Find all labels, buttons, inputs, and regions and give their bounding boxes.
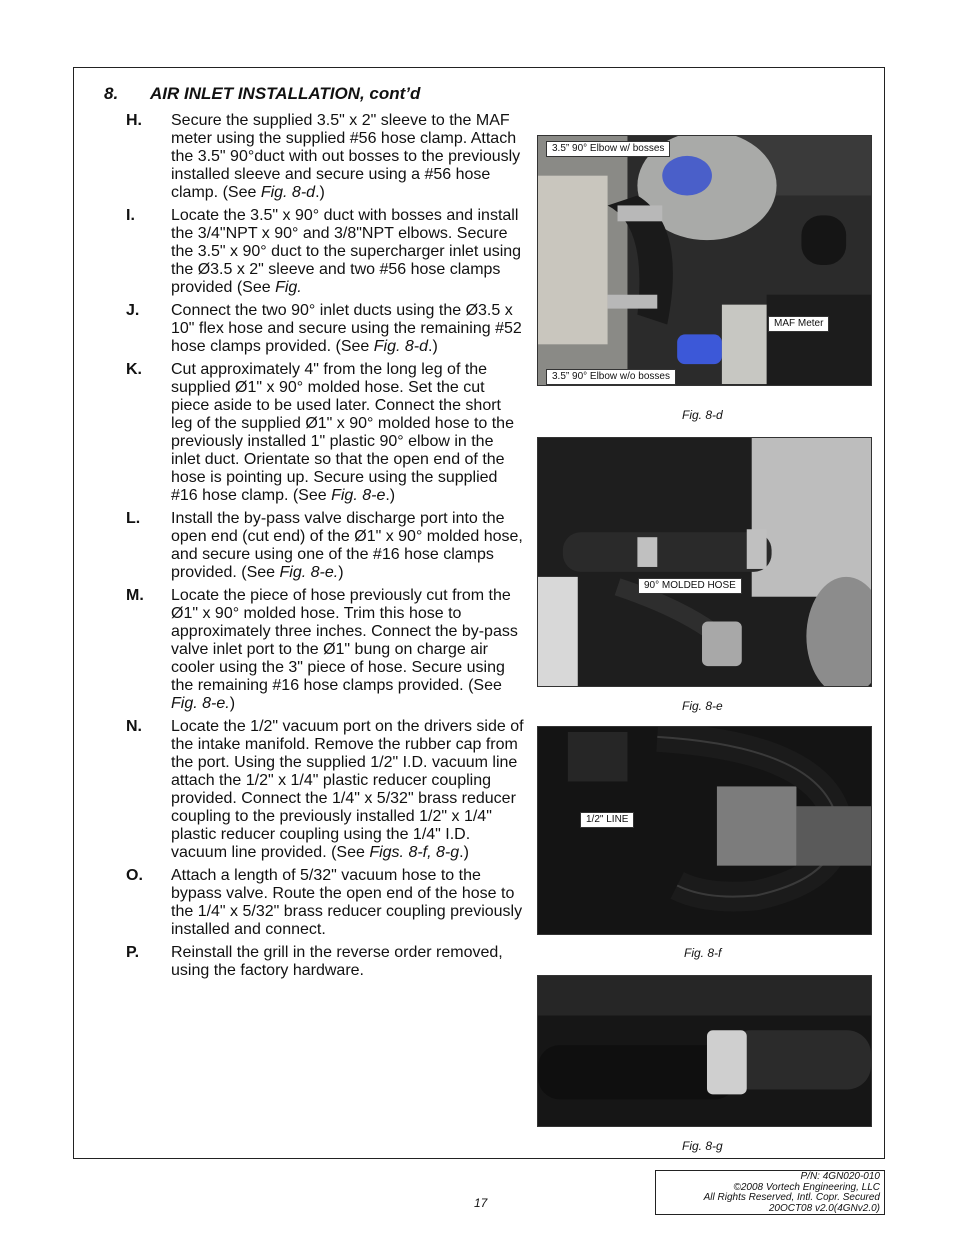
step-m	[126, 587, 526, 713]
step-body: Locate the 1/2" vacuum port on the drivers side of the intake manifold. Remove the rubber cap from the port. Using the supplied 1/2" I.D. vacuum line attach the 1/2" x 1/4" plastic reducer coupling provided. Connect the 1/4" x 5/32" brass reducer coupling to the previously installed 1/2" x 1/4" plastic reducer coupling using the 1/4" I.D. vacuum line provided. (See	[171, 718, 524, 861]
section-title	[104, 84, 420, 104]
step-j	[126, 302, 526, 356]
step-letter: K.	[126, 361, 142, 378]
section-number: 8.	[104, 84, 119, 103]
step-p	[126, 944, 526, 980]
figure-8d-photo	[537, 135, 872, 386]
step-letter: L.	[126, 510, 141, 527]
step-letter: O.	[126, 867, 143, 884]
step-body: Cut approximately 4" from the long leg of the supplied Ø1" x 90° molded hose. Set the cut piece aside to be used later. Connect the short leg of the supplied Ø1" x 90° molded hose to the previously installed 1" plastic 90° elbow in the inlet duct. Orientate so that the open end of the hose is pointing up. Secure using the supplied #16 hose clamp. (See	[171, 361, 514, 504]
step-text	[171, 510, 526, 582]
step-letter: I.	[126, 207, 135, 224]
step-text	[171, 361, 526, 505]
step-text	[171, 302, 526, 356]
step-l	[126, 510, 526, 582]
section-heading: AIR INLET INSTALLATION, cont’d	[150, 84, 421, 103]
step-body: Connect the two 90° inlet ducts using the Ø3.5 x 10" flex hose and secure using the remaining #52 hose clamps provided. (See	[171, 302, 522, 355]
figure-8g-photo	[537, 975, 872, 1127]
step-body: Install the by-pass valve discharge port into the open end (cut end) of the Ø1" x 90° molded hose, and secure using one of the #16 hose clamps provided. (See	[171, 510, 523, 581]
footer-info-box	[655, 1170, 885, 1215]
part-number: P/N: 4GN020-010	[800, 1171, 880, 1182]
step-h	[126, 112, 526, 202]
figure-reference: Fig. 8-d	[373, 338, 429, 355]
callout-elbow-bosses: 3.5” 90° Elbow w/ bosses	[546, 141, 670, 157]
figure-8g-caption: Fig. 8-g	[682, 1139, 723, 1153]
figure-8f-photo	[537, 726, 872, 935]
step-body: Locate the 3.5" x 90° duct with bosses and install the 3/4"NPT x 90° and 3/8"NPT elbows. Secure the 3.5" x 90° duct to the supercharger inlet using the Ø3.5 x 2" sleeve and two #56 hose clamps provided (See	[171, 207, 522, 296]
step-k	[126, 361, 526, 505]
copyright: ©2008 Vortech Engineering, LLC	[733, 1181, 880, 1193]
step-body: Secure the supplied 3.5" x 2" sleeve to the MAF meter using the supplied #56 hose clamp. Attach the 3.5" 90°duct with out bosses to the previously installed sleeve and secure using a #56 hose clamp. (See	[171, 112, 521, 201]
step-tail: .)	[385, 487, 396, 504]
figure-reference: Fig.	[275, 279, 302, 296]
vacuum-line-photo	[538, 727, 871, 934]
step-tail: )	[338, 564, 344, 581]
figure-8f-caption: Fig. 8-f	[684, 946, 722, 960]
revision: 20OCT08 v2.0(4GNv2.0)	[768, 1202, 880, 1214]
step-body: Locate the piece of hose previously cut from the Ø1" x 90° molded hose. Trim this hose to approximately three inches. Connect the by-pass valve inlet port to the Ø1" bung on charge air cooler using the 3" piece of hose. Secure using the remaining #16 hose clamps provided. (See	[171, 587, 518, 694]
step-letter: N.	[126, 718, 142, 735]
step-tail: .)	[315, 184, 325, 201]
figure-reference: Fig. 8-d	[260, 184, 316, 201]
engine-bay-photo	[538, 136, 871, 385]
callout-molded-hose: 90° MOLDED HOSE	[638, 578, 742, 594]
step-i	[126, 207, 526, 297]
figure-reference: Fig. 8-e.	[279, 564, 339, 581]
step-o	[126, 867, 526, 939]
step-letter: M.	[126, 587, 144, 604]
callout-elbow-no-bosses: 3.5” 90° Elbow w/o bosses	[546, 369, 676, 385]
step-text: Attach a length of 5/32" vacuum hose to the bypass valve. Route the open end of the hose to the 1/4" x 5/32" brass reducer coupling previously installed and connect.	[171, 867, 523, 938]
step-text	[171, 718, 526, 862]
callout-maf-meter: MAF Meter	[768, 316, 829, 332]
step-text	[171, 112, 526, 202]
hose-clamp-photo	[538, 976, 871, 1126]
step-letter: P.	[126, 944, 140, 961]
figure-reference: Fig. 8-e.	[171, 695, 230, 712]
step-n	[126, 718, 526, 862]
step-tail: .)	[428, 338, 438, 355]
page-number: 17	[474, 1196, 488, 1210]
rights-statement: All Rights Reserved, Intl. Copr. Secured	[703, 1192, 880, 1203]
step-letter: H.	[126, 112, 142, 129]
figure-reference: Figs. 8-f, 8-g	[369, 844, 460, 861]
figure-reference: Fig. 8-e	[331, 487, 386, 504]
figure-8e-caption: Fig. 8-e	[682, 699, 723, 713]
instruction-steps	[126, 112, 526, 985]
bypass-hose-photo	[538, 438, 871, 686]
figure-8e-photo	[537, 437, 872, 687]
figure-8d-caption: Fig. 8-d	[682, 408, 723, 422]
step-letter: J.	[126, 302, 140, 319]
callout-half-inch-line: 1/2" LINE	[580, 812, 634, 828]
step-text	[171, 587, 526, 713]
step-tail: )	[229, 695, 236, 712]
step-text: Reinstall the grill in the reverse order removed, using the factory hardware.	[171, 944, 503, 979]
step-text	[171, 207, 526, 297]
step-tail: .)	[459, 844, 469, 861]
